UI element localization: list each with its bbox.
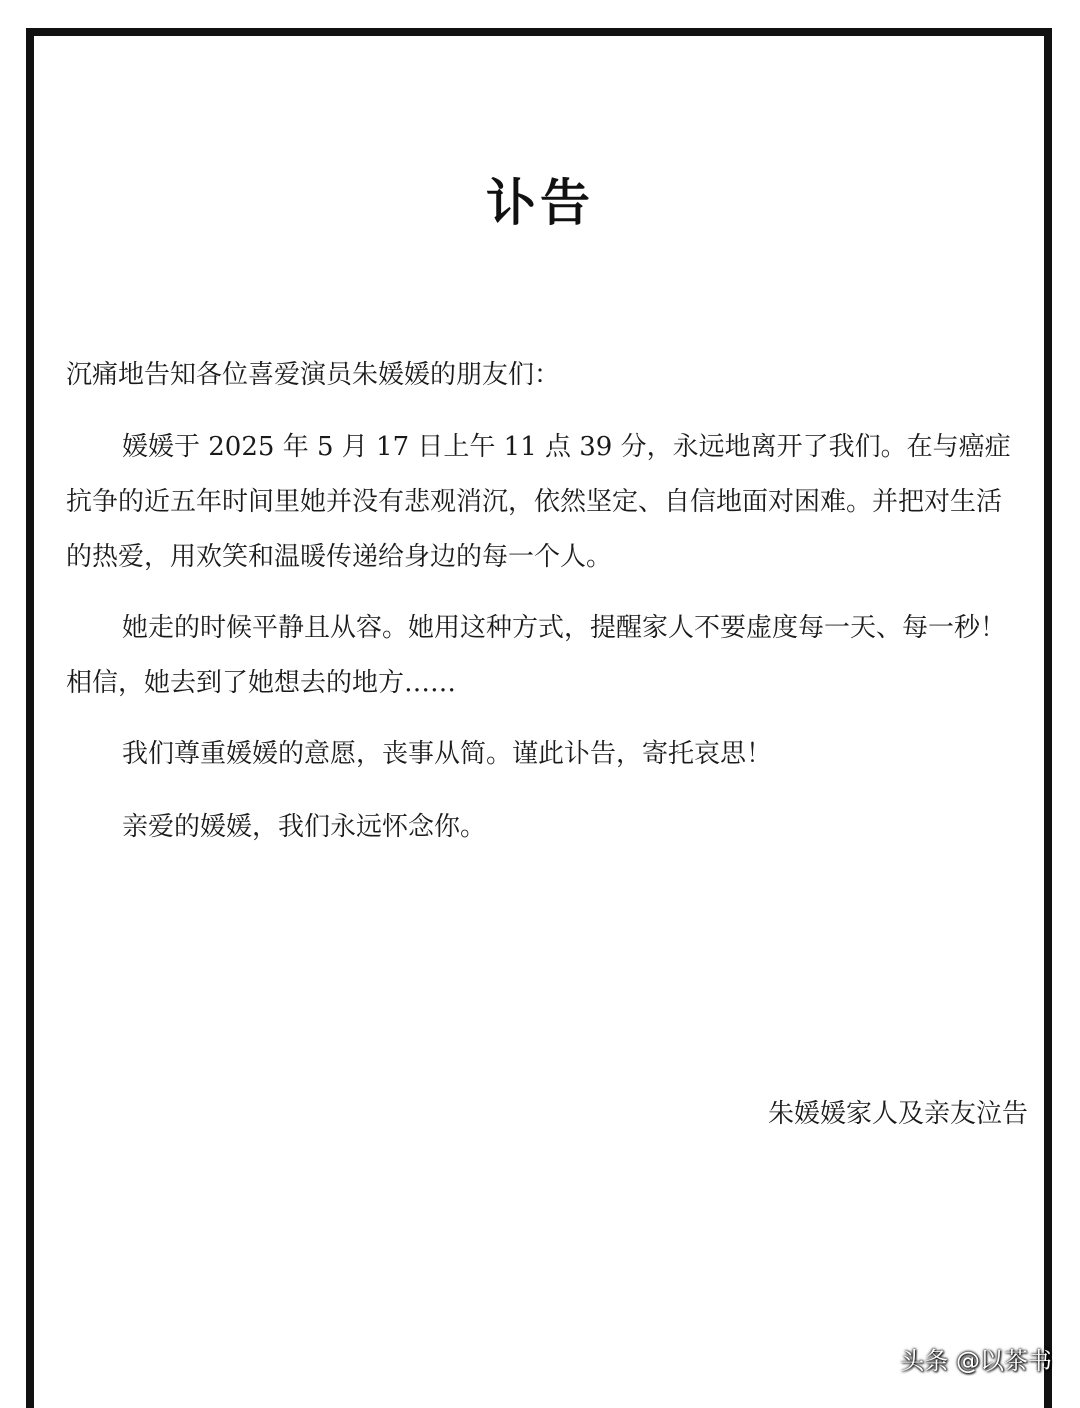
notice-salutation: 沉痛地告知各位喜爱演员朱媛媛的朋友们： <box>66 360 561 390</box>
source-watermark: 头条 @以茶书 <box>900 1347 1052 1375</box>
notice-signature: 朱媛媛家人及亲友泣告 <box>767 1099 1028 1129</box>
notice-paragraph-2: 她走的时候平静且从容。她用这种方式，提醒家人不要虚度每一天、每一秒！相信，她去到了她想去的地方…… <box>66 613 1007 698</box>
notice-paragraph-3: 我们尊重媛媛的意愿，丧事从简。谨此讣告，寄托哀思！ <box>122 739 773 769</box>
notice-title: 讣告 <box>486 174 594 232</box>
notice-paragraph-1: 媛媛于 2025 年 5 月 17 日上午 11 点 39 分，永远地离开了我们。在与癌症抗争的近五年时间里她并没有悲观消沉，依然坚定、自信地面对困难。并把对生活的热爱，用欢笑和温暖传递给身边的每一个人。 <box>66 432 1011 572</box>
notice-paragraph-4: 亲爱的媛媛，我们永远怀念你。 <box>122 812 487 842</box>
